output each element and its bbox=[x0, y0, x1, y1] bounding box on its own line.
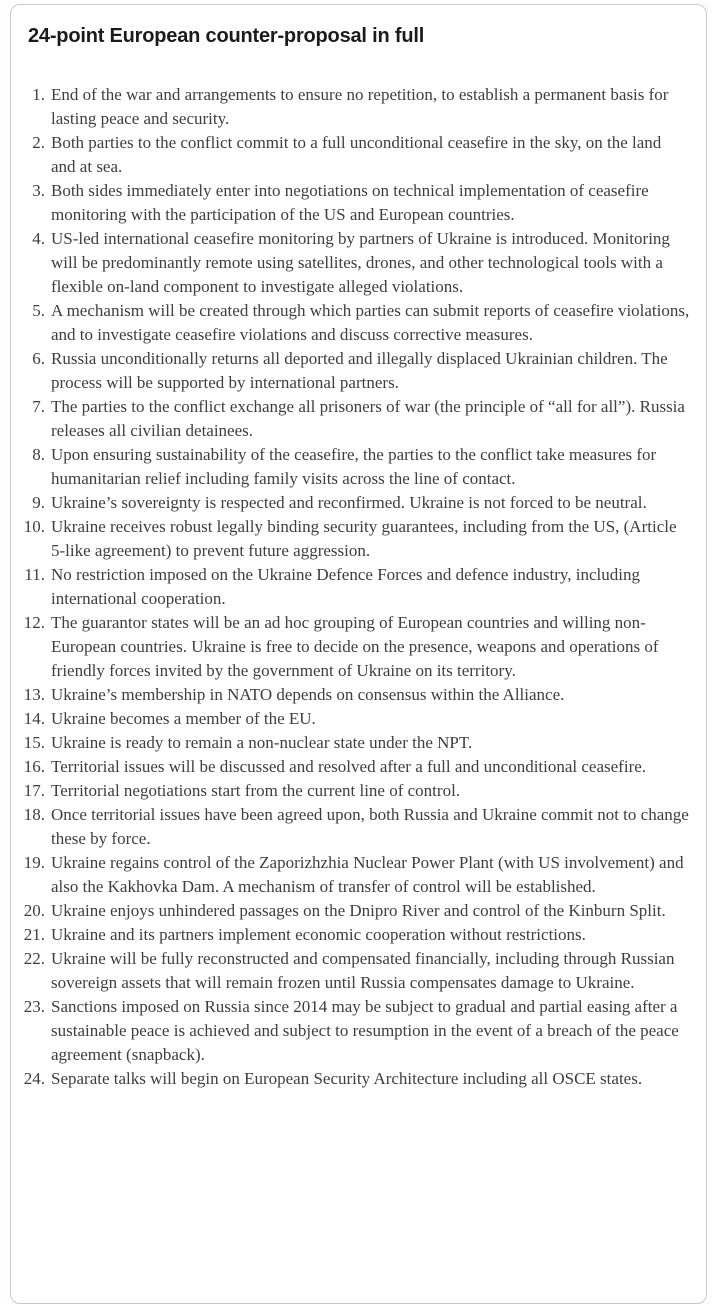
list-item-text: Ukraine’s membership in NATO depends on consensus within the Alliance. bbox=[51, 685, 565, 704]
list-item-number: 5. bbox=[32, 301, 45, 320]
list-item-number: 17. bbox=[23, 781, 45, 800]
list-item-number: 16. bbox=[23, 757, 45, 776]
list-item-number: 22. bbox=[23, 949, 45, 968]
list-item bbox=[11, 683, 690, 707]
list-item bbox=[11, 347, 690, 395]
list-item-text: Territorial negotiations start from the current line of control. bbox=[51, 781, 461, 800]
list-item-number: 6. bbox=[32, 349, 45, 368]
list-item bbox=[11, 851, 690, 899]
list-item bbox=[11, 515, 690, 563]
list-item-text: Both parties to the conflict commit to a full unconditional ceasefire in the sky, on the land and at sea. bbox=[51, 133, 662, 176]
list-item-text: Territorial issues will be discussed and resolved after a full and unconditional ceasefire. bbox=[51, 757, 647, 776]
list-item-text: Russia unconditionally returns all deported and illegally displaced Ukrainian children. The process will be supported by international partners. bbox=[51, 349, 668, 392]
list-item-text: Both sides immediately enter into negotiations on technical implementation of ceasefire monitoring with the participation of the US and European countries. bbox=[51, 181, 649, 224]
list-item-number: 19. bbox=[23, 853, 45, 872]
list-item-text: Ukraine regains control of the Zaporizhzhia Nuclear Power Plant (with US involvement) and also the Kakhovka Dam. A mechanism of transfer of control will be established. bbox=[51, 853, 684, 896]
list-item-text: Ukraine enjoys unhindered passages on the Dnipro River and control of the Kinburn Split. bbox=[51, 901, 666, 920]
list-item-text: Ukraine will be fully reconstructed and compensated financially, including through Russian sovereign assets that will remain frozen until Russia compensates damage to Ukraine. bbox=[51, 949, 675, 992]
list-item-text: End of the war and arrangements to ensure no repetition, to establish a permanent basis for lasting peace and security. bbox=[51, 85, 669, 128]
list-item-number: 9. bbox=[32, 493, 45, 512]
list-item bbox=[11, 779, 690, 803]
list-item bbox=[11, 443, 690, 491]
page-title: 24-point European counter-proposal in full bbox=[28, 25, 425, 47]
list-item-text: US-led international ceasefire monitoring by partners of Ukraine is introduced. Monitoring will be predominantly remote using satellites, drones, and other technological tools with a flexible on-land component to investigate alleged violations. bbox=[51, 229, 670, 296]
list-item-number: 20. bbox=[23, 901, 45, 920]
list-item-text: Ukraine and its partners implement economic cooperation without restrictions. bbox=[51, 925, 586, 944]
list-item-number: 3. bbox=[32, 181, 45, 200]
list-item bbox=[11, 563, 690, 611]
list-item bbox=[11, 707, 690, 731]
list-item-number: 24. bbox=[23, 1069, 45, 1088]
list-item bbox=[11, 1067, 690, 1091]
list-item bbox=[11, 491, 690, 515]
list-item-number: 10. bbox=[23, 517, 45, 536]
list-item-number: 11. bbox=[24, 565, 45, 584]
list-item bbox=[11, 227, 690, 299]
list-item-number: 8. bbox=[32, 445, 45, 464]
list-item bbox=[11, 131, 690, 179]
list-item-number: 13. bbox=[23, 685, 45, 704]
list-item bbox=[11, 299, 690, 347]
list-item-text: Once territorial issues have been agreed upon, both Russia and Ukraine commit not to change these by force. bbox=[51, 805, 689, 848]
list-item-number: 2. bbox=[32, 133, 45, 152]
points-list bbox=[11, 83, 690, 1091]
list-item-text: Separate talks will begin on European Security Architecture including all OSCE states. bbox=[51, 1069, 643, 1088]
list-item bbox=[11, 755, 690, 779]
counter-proposal-card bbox=[10, 4, 707, 1304]
list-item-text: No restriction imposed on the Ukraine Defence Forces and defence industry, including international cooperation. bbox=[51, 565, 640, 608]
list-item-text: The guarantor states will be an ad hoc grouping of European countries and willing non-European countries. Ukraine is free to decide on the presence, weapons and operations of friendly forces invited by the government of Ukraine on its territory. bbox=[51, 613, 659, 680]
list-item-number: 18. bbox=[23, 805, 45, 824]
list-item-text: Ukraine receives robust legally binding security guarantees, including from the US, (Article 5-like agreement) to prevent future aggression. bbox=[51, 517, 677, 560]
list-item bbox=[11, 731, 690, 755]
list-item bbox=[11, 947, 690, 995]
list-item bbox=[11, 899, 690, 923]
list-item-number: 4. bbox=[32, 229, 45, 248]
list-item-number: 1. bbox=[32, 85, 45, 104]
list-item-text: Ukraine is ready to remain a non-nuclear state under the NPT. bbox=[51, 733, 473, 752]
list-item-number: 7. bbox=[32, 397, 45, 416]
list-item-text: Upon ensuring sustainability of the ceasefire, the parties to the conflict take measures for humanitarian relief including family visits across the line of contact. bbox=[51, 445, 657, 488]
list-item bbox=[11, 611, 690, 683]
list-item-text: The parties to the conflict exchange all prisoners of war (the principle of “all for all”). Russia releases all civilian detainees. bbox=[51, 397, 685, 440]
list-item bbox=[11, 923, 690, 947]
list-item-number: 15. bbox=[23, 733, 45, 752]
list-item-text: Ukraine becomes a member of the EU. bbox=[51, 709, 316, 728]
list-item bbox=[11, 83, 690, 131]
list-item bbox=[11, 995, 690, 1067]
list-item-number: 23. bbox=[23, 997, 45, 1016]
list-item bbox=[11, 803, 690, 851]
list-item-number: 12. bbox=[23, 613, 45, 632]
list-item-text: A mechanism will be created through which parties can submit reports of ceasefire violations, and to investigate ceasefire violations and discuss corrective measures. bbox=[51, 301, 690, 344]
list-item-number: 14. bbox=[23, 709, 45, 728]
list-item-text: Sanctions imposed on Russia since 2014 may be subject to gradual and partial easing after a sustainable peace is achieved and subject to resumption in the event of a breach of the peace agreement (snapback). bbox=[51, 997, 679, 1064]
list-item-number: 21. bbox=[23, 925, 45, 944]
list-item bbox=[11, 179, 690, 227]
list-item bbox=[11, 395, 690, 443]
list-item-text: Ukraine’s sovereignty is respected and reconfirmed. Ukraine is not forced to be neutral. bbox=[51, 493, 647, 512]
